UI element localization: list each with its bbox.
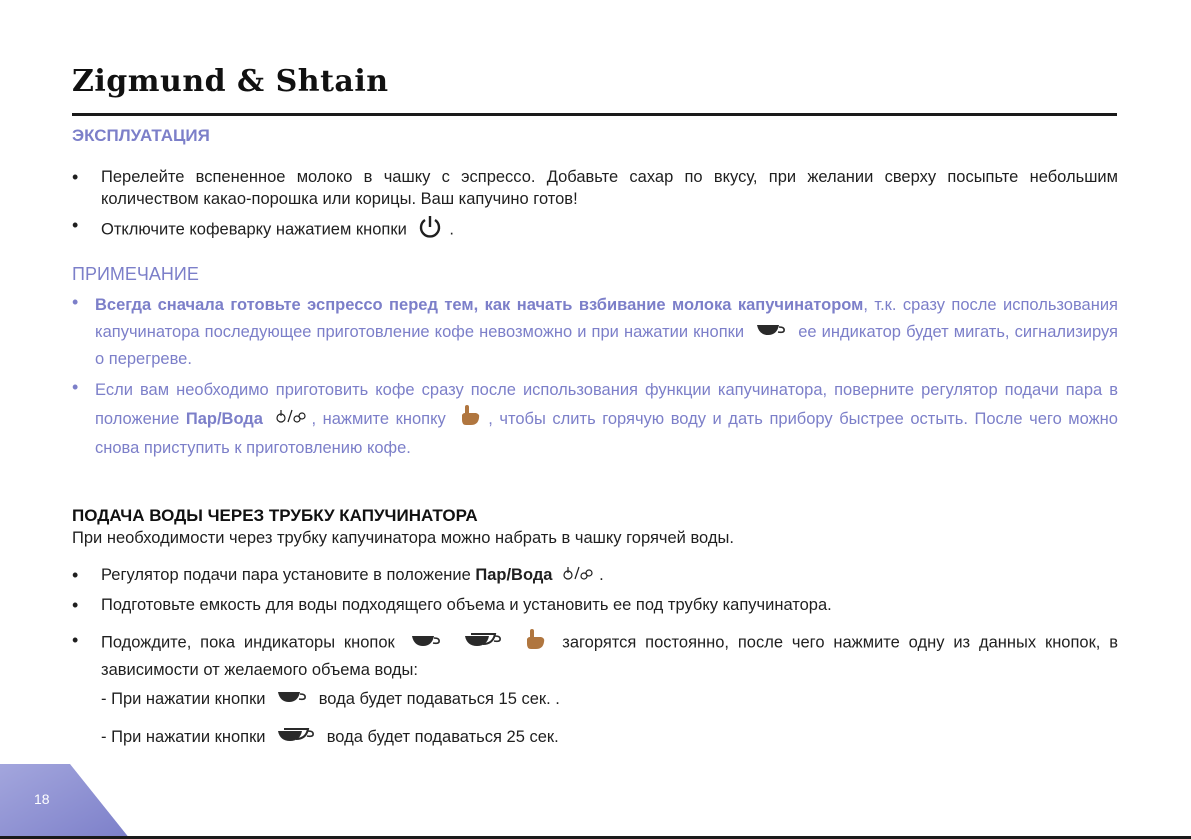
note-item-body (95, 377, 1118, 462)
page-corner-shape (0, 764, 130, 839)
list-item-text: Перелейте вспененное молоко в чашку с эспрессо. Добавьте сахар по вкусу, при желании сверху посыпьте небольшим количеством какао-порошка или корицы. Ваш капучино готов! (101, 168, 1118, 208)
double-cup-icon (276, 727, 316, 748)
page-number: 18 (34, 791, 50, 807)
note-text: , чтобы слить горячую воду и дать прибору быстрее остыть. После чего можно снова приступить к приготовлению кофе. (95, 409, 1118, 457)
note-text: , нажмите кнопку (311, 409, 446, 428)
single-cup-icon (410, 631, 442, 656)
note-title: ПРИМЕЧАНИЕ (72, 264, 199, 284)
list-item-text: Подождите, пока индикаторы кнопок (101, 633, 395, 652)
single-cup-icon (755, 319, 787, 346)
list-item (72, 564, 1118, 587)
bullet-dot: • (72, 292, 79, 312)
single-cup-icon (276, 690, 308, 709)
list-item (72, 594, 1118, 616)
list-item (72, 166, 1118, 210)
header-divider (72, 113, 1117, 116)
list-item-text: Отключите кофеварку нажатием кнопки (101, 220, 407, 239)
steam-water-icon (563, 565, 593, 587)
sub-item-text: - При нажатии кнопки (101, 690, 266, 708)
sub-item (101, 727, 559, 748)
note-item-body (95, 292, 1118, 373)
note-emphasis: Пар/Вода (185, 409, 263, 428)
section-title-operation: ЭКСПЛУАТАЦИЯ (72, 126, 210, 145)
list-item-end: . (449, 220, 454, 239)
bullet-dot: • (72, 565, 79, 585)
bullet-dot: • (72, 215, 79, 235)
bullet-dot: • (72, 167, 79, 187)
double-cup-icon (463, 631, 503, 656)
list-item-text: загорятся постоянно, после чего нажмите одну из данных кнопок, в зависимости от желаемого объема воды: (101, 633, 1119, 679)
sub-item (101, 690, 560, 709)
note-text: Если вам необходимо приготовить кофе сразу после использования функции капучинатора, поверните регулятор подачи пара в положение (95, 381, 1118, 428)
power-icon (417, 214, 443, 246)
list-item-text: Регулятор подачи пара установите в положение (101, 566, 471, 584)
note-emphasis: Всегда сначала готовьте эспрессо перед тем, как начать взбивание молока капучинатором (95, 296, 864, 314)
bullet-dot: • (72, 630, 79, 650)
list-item-body (101, 214, 1118, 246)
note-item (72, 377, 1118, 462)
section-title-water: ПОДАЧА ВОДЫ ЧЕРЕЗ ТРУБКУ КАПУЧИНАТОРА (72, 506, 478, 525)
sub-item-text: вода будет подаваться 15 сек. . (318, 690, 560, 708)
bullet-dot: • (72, 595, 79, 615)
list-item-text: Подготовьте емкость для воды подходящего объема и установить ее под трубку капучинатора. (101, 596, 832, 614)
list-item (72, 214, 1118, 246)
brand-logo: Zigmund & Shtain (72, 64, 389, 99)
note-text: ее индикатор будет мигать, сигнализируя о перегреве. (95, 323, 1118, 369)
sub-item-text: вода будет подаваться 25 сек. (326, 727, 559, 746)
list-item-body (101, 628, 1118, 683)
note-item (72, 292, 1118, 373)
note-text: , т.к. сразу после использования капучинатора последующее приготовление кофе невозможно и при нажатии кнопки (95, 296, 1118, 341)
list-item-emphasis: Пар/Вода (475, 566, 553, 584)
bullet-dot: • (72, 377, 79, 397)
hand-button-icon (458, 404, 482, 435)
steam-water-icon (276, 406, 306, 433)
hand-button-icon (523, 628, 547, 658)
list-item-body (101, 564, 1118, 587)
section-intro: При необходимости через трубку капучинатора можно набрать в чашку горячей воды. (72, 529, 734, 547)
sub-item-text: - При нажатии кнопки (101, 727, 266, 746)
list-item-end: . (599, 566, 604, 584)
list-item (72, 628, 1118, 683)
